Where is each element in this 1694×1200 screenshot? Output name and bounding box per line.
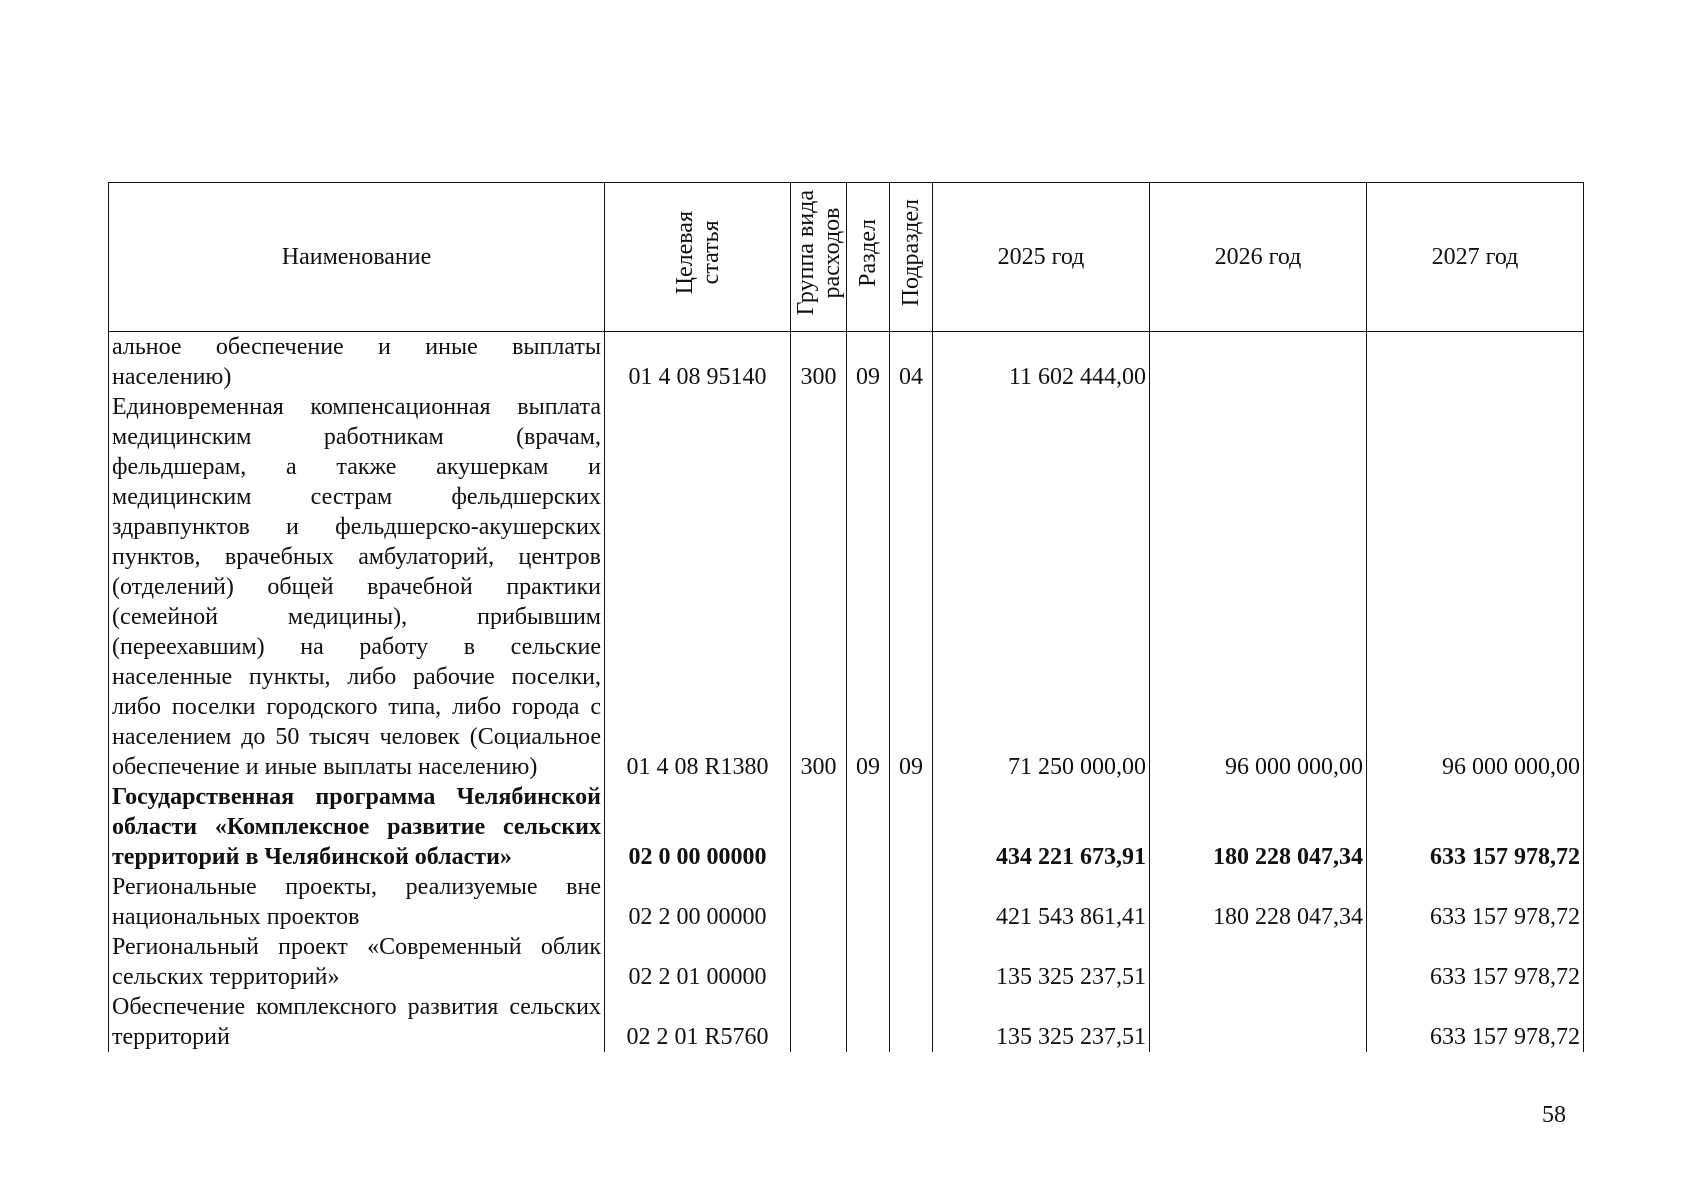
- row-expense-group: [791, 872, 847, 932]
- row-expense-group: [791, 932, 847, 992]
- row-amount-2025: 11 602 444,00: [933, 332, 1150, 393]
- row-section: 09: [847, 392, 890, 782]
- row-subsection: [890, 872, 933, 932]
- row-subsection: [890, 782, 933, 872]
- page-number: 58: [1542, 1102, 1566, 1128]
- header-2027: 2027 год: [1367, 183, 1584, 332]
- row-amount-2026: 180 228 047,34: [1150, 782, 1367, 872]
- row-amount-2026: 180 228 047,34: [1150, 872, 1367, 932]
- row-name: Региональный проект «Современный облик сельских территорий»: [109, 932, 605, 992]
- row-amount-2025: 135 325 237,51: [933, 932, 1150, 992]
- row-name: Региональные проекты, реализуемые вне национальных проектов: [109, 872, 605, 932]
- table-row: [109, 332, 1584, 393]
- table-row: [109, 932, 1584, 992]
- row-subsection: 04: [890, 332, 933, 393]
- row-amount-2027: 633 157 978,72: [1367, 872, 1584, 932]
- row-amount-2026: 96 000 000,00: [1150, 392, 1367, 782]
- row-target-article: 02 2 01 R5760: [605, 992, 791, 1052]
- row-section: [847, 932, 890, 992]
- row-subsection: 09: [890, 392, 933, 782]
- row-section: [847, 782, 890, 872]
- row-amount-2026: [1150, 992, 1367, 1052]
- row-expense-group: 300: [791, 392, 847, 782]
- header-2026: 2026 год: [1150, 183, 1367, 332]
- row-section: [847, 992, 890, 1052]
- row-amount-2027: 633 157 978,72: [1367, 782, 1584, 872]
- header-subsection: Подраздел: [890, 183, 933, 332]
- row-target-article: 01 4 08 95140: [605, 332, 791, 393]
- header-section: Раздел: [847, 183, 890, 332]
- row-target-article: 02 2 00 00000: [605, 872, 791, 932]
- row-target-article: 02 2 01 00000: [605, 932, 791, 992]
- row-amount-2027: 633 157 978,72: [1367, 932, 1584, 992]
- row-amount-2026: [1150, 932, 1367, 992]
- header-2025: 2025 год: [933, 183, 1150, 332]
- header-expense-group: Группа вида расходов: [791, 183, 847, 332]
- row-amount-2027: 96 000 000,00: [1367, 392, 1584, 782]
- row-expense-group: 300: [791, 332, 847, 393]
- row-amount-2027: 633 157 978,72: [1367, 992, 1584, 1052]
- row-target-article: 02 0 00 00000: [605, 782, 791, 872]
- row-amount-2025: 421 543 861,41: [933, 872, 1150, 932]
- header-target-article: Целевая статья: [605, 183, 791, 332]
- table-header-row: [109, 183, 1584, 332]
- row-amount-2025: 71 250 000,00: [933, 392, 1150, 782]
- row-amount-2026: [1150, 332, 1367, 393]
- row-section: [847, 872, 890, 932]
- table-row: [109, 992, 1584, 1052]
- row-subsection: [890, 992, 933, 1052]
- row-name: альное обеспечение и иные выплаты населению): [109, 332, 605, 393]
- row-section: 09: [847, 332, 890, 393]
- row-amount-2025: 434 221 673,91: [933, 782, 1150, 872]
- row-expense-group: [791, 782, 847, 872]
- row-subsection: [890, 932, 933, 992]
- budget-table: [108, 182, 1584, 1052]
- row-name: Обеспечение комплексного развития сельских территорий: [109, 992, 605, 1052]
- row-amount-2025: 135 325 237,51: [933, 992, 1150, 1052]
- row-target-article: 01 4 08 R1380: [605, 392, 791, 782]
- row-name: Государственная программа Челябинской области «Комплексное развитие сельских территорий в Челябинской области»: [109, 782, 605, 872]
- row-name: Единовременная компенсационная выплата медицинским работникам (врачам, фельдшерам, а также акушеркам и медицинским сестрам фельдшерских здравпунктов и фельдшерско-акушерских пунктов, врачебных амбулаторий, центров (отделений) общей врачебной практики (семейной медицины), прибывшим (переехавшим) на работу в сельские населенные пункты, либо рабочие поселки, либо поселки городского типа, либо города с населением до 50 тысяч человек (Социальное обеспечение и иные выплаты населению): [109, 392, 605, 782]
- row-expense-group: [791, 992, 847, 1052]
- header-name: Наименование: [109, 183, 605, 332]
- row-amount-2027: [1367, 332, 1584, 393]
- table-row: [109, 872, 1584, 932]
- table-row-program: [109, 782, 1584, 872]
- table-row: [109, 392, 1584, 782]
